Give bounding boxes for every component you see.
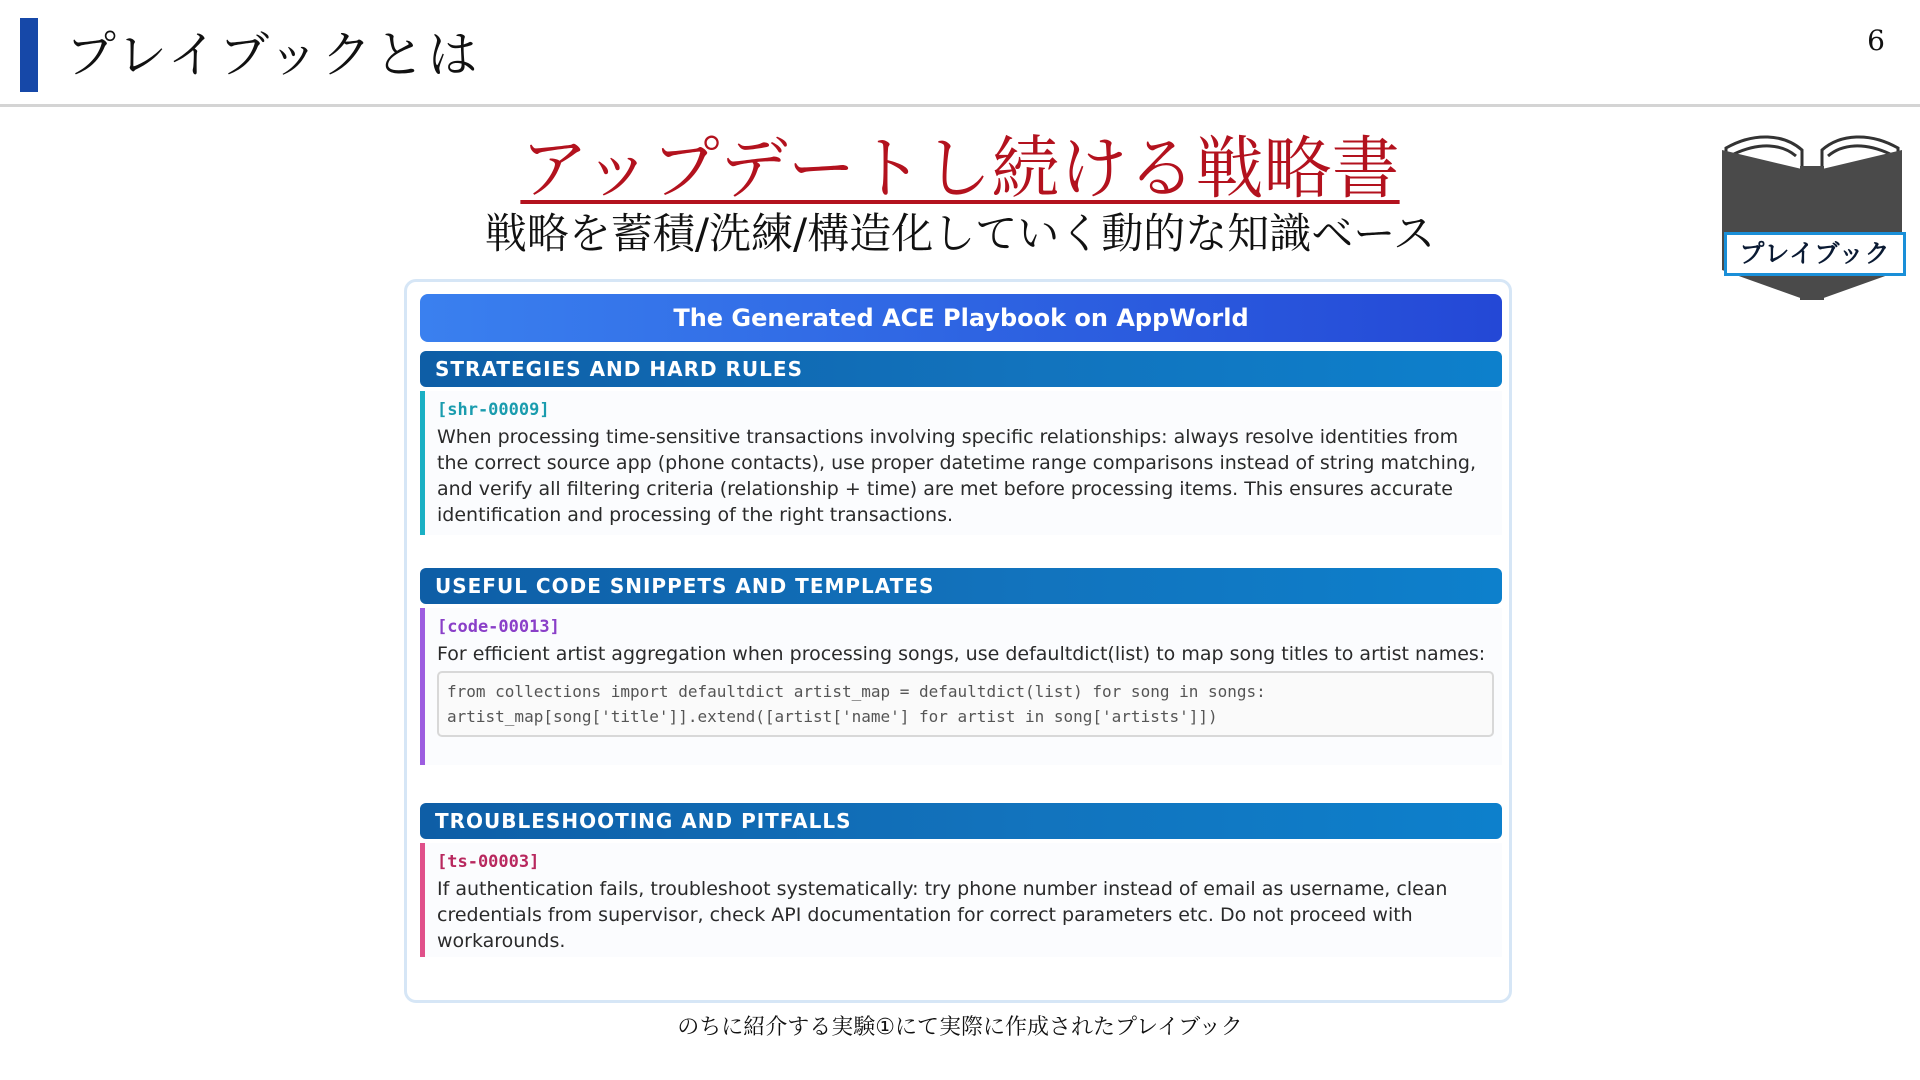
entry-text: When processing time-sensitive transactions involving specific relationships: always resolve identities from the correct source app (phone contacts), use proper datetime range comparisons instead of string matching, and verify all filtering criteria (relationship + time) are met before processing items. This ensures accurate identification and processing of the right transactions. xyxy=(437,426,1476,526)
page-number: 6 xyxy=(1867,24,1885,57)
entry-id: [ts-00003] xyxy=(437,852,540,872)
entry-code-00013 xyxy=(420,608,1502,765)
section-header-code-snippets: USEFUL CODE SNIPPETS AND TEMPLATES xyxy=(420,568,1502,604)
playbook-panel xyxy=(404,279,1512,1003)
section-header-troubleshooting: TROUBLESHOOTING AND PITFALLS xyxy=(420,803,1502,839)
header-divider xyxy=(0,104,1920,107)
caption: のちに紹介する実験①にて実際に作成されたプレイブック xyxy=(677,1015,1243,1040)
playbook-title: The Generated ACE Playbook on AppWorld xyxy=(420,294,1502,342)
entry-id: [code-00013] xyxy=(437,617,560,637)
entry-ts-00003 xyxy=(420,843,1502,957)
entry-id: [shr-00009] xyxy=(437,400,550,420)
code-snippet: from collections import defaultdict artist_map = defaultdict(list) for song in songs: artist_map[song['title']].extend([artist['name'] for artist in song['artists']]) xyxy=(437,671,1494,737)
section-header-strategies: STRATEGIES AND HARD RULES xyxy=(420,351,1502,387)
playbook-label: プレイブック xyxy=(1724,232,1906,276)
headline xyxy=(0,130,1920,210)
entry-text: If authentication fails, troubleshoot systematically: try phone number instead of email as username, clean credentials from supervisor, check API documentation for correct parameters etc. Do not proceed with workarounds. xyxy=(437,878,1448,952)
subheadline: 戦略を蓄積/洗練/構造化していく動的な知識ベース xyxy=(484,209,1436,258)
header-accent-bar xyxy=(20,18,38,92)
entry-shr-00009 xyxy=(420,391,1502,535)
entry-text: For efficient artist aggregation when processing songs, use defaultdict(list) to map song titles to artist names: xyxy=(437,643,1486,665)
headline-text: アップデートし続ける戦略書 xyxy=(520,130,1400,209)
slide-title: プレイブックとは xyxy=(66,26,481,84)
